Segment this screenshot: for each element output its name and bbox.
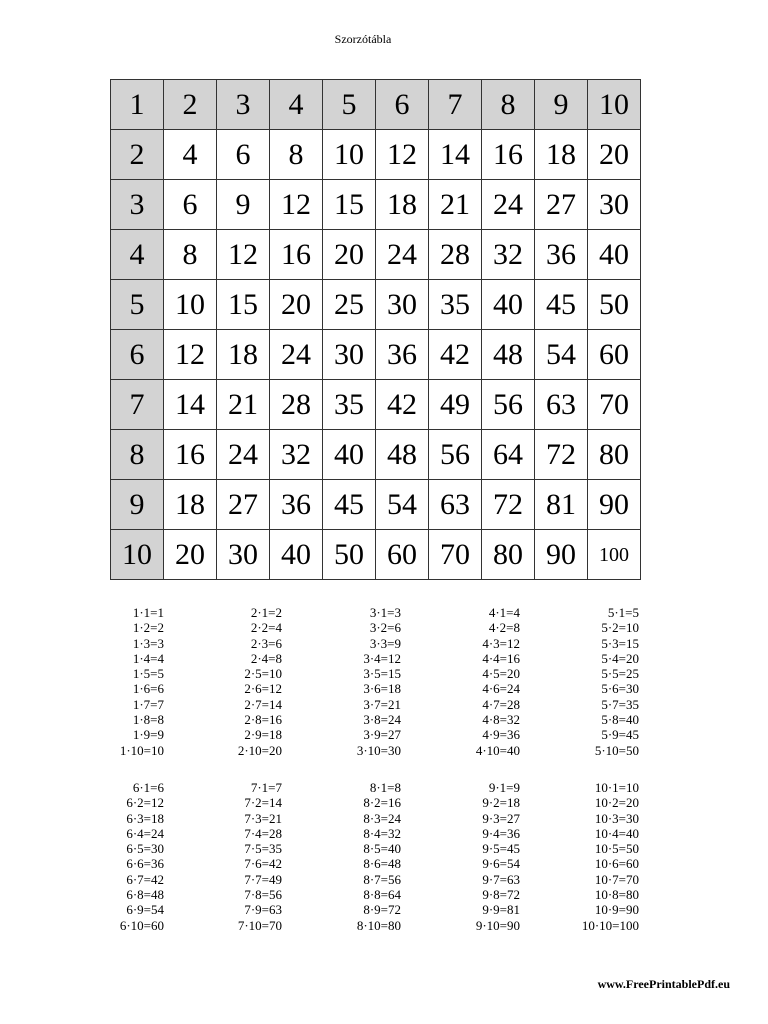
table-row bbox=[111, 430, 641, 480]
product-cell: 24 bbox=[376, 230, 429, 280]
fact-column bbox=[210, 605, 282, 758]
fact-line: 8·1=8 bbox=[369, 780, 401, 795]
header-cell: 9 bbox=[535, 80, 588, 130]
product-cell: 90 bbox=[535, 530, 588, 580]
fact-line: 6·10=60 bbox=[119, 917, 164, 933]
product-cell: 30 bbox=[376, 280, 429, 330]
header-cell: 4 bbox=[111, 230, 164, 280]
fact-line: 8·3=24 bbox=[363, 810, 401, 826]
fact-column bbox=[567, 605, 639, 758]
product-cell: 72 bbox=[482, 480, 535, 530]
fact-line: 7·3=21 bbox=[244, 810, 282, 826]
header-cell: 7 bbox=[111, 380, 164, 430]
product-cell: 70 bbox=[429, 530, 482, 580]
fact-column bbox=[448, 605, 520, 758]
header-cell: 10 bbox=[111, 530, 164, 580]
header-cell: 8 bbox=[111, 430, 164, 480]
fact-line: 5·2=10 bbox=[601, 620, 639, 636]
fact-line: 1·8=8 bbox=[132, 712, 164, 728]
product-cell: 28 bbox=[270, 380, 323, 430]
fact-line: 4·6=24 bbox=[482, 681, 520, 697]
product-cell: 70 bbox=[588, 380, 641, 430]
product-cell: 15 bbox=[323, 180, 376, 230]
fact-line: 8·5=40 bbox=[363, 841, 401, 857]
product-cell: 80 bbox=[482, 530, 535, 580]
fact-line: 6·6=36 bbox=[126, 856, 164, 872]
fact-line: 9·8=72 bbox=[482, 887, 520, 903]
product-cell: 12 bbox=[164, 330, 217, 380]
table-row bbox=[111, 530, 641, 580]
page-title: Szorzótábla bbox=[334, 32, 392, 46]
header-cell: 9 bbox=[111, 480, 164, 530]
product-cell: 12 bbox=[270, 180, 323, 230]
fact-line: 5·9=45 bbox=[601, 727, 639, 743]
fact-line: 6·2=12 bbox=[126, 795, 164, 811]
product-cell: 60 bbox=[376, 530, 429, 580]
product-cell: 21 bbox=[217, 380, 270, 430]
fact-line: 10·6=60 bbox=[594, 856, 639, 872]
fact-line: 5·8=40 bbox=[601, 712, 639, 728]
fact-line: 4·4=16 bbox=[482, 650, 520, 666]
product-cell: 42 bbox=[429, 330, 482, 380]
header-cell: 5 bbox=[111, 280, 164, 330]
multiplication-facts bbox=[0, 605, 768, 955]
fact-line: 7·9=63 bbox=[244, 902, 282, 918]
product-cell: 64 bbox=[482, 430, 535, 480]
product-cell: 40 bbox=[482, 280, 535, 330]
table-row bbox=[111, 130, 641, 180]
header-cell: 3 bbox=[111, 180, 164, 230]
fact-line: 2·5=10 bbox=[244, 666, 282, 682]
fact-line: 2·8=16 bbox=[244, 712, 282, 728]
table-row bbox=[111, 380, 641, 430]
fact-line: 10·3=30 bbox=[594, 810, 639, 826]
fact-column bbox=[92, 605, 164, 758]
multiplication-table bbox=[110, 79, 641, 580]
product-cell: 20 bbox=[323, 230, 376, 280]
product-cell: 35 bbox=[323, 380, 376, 430]
fact-line: 1·3=3 bbox=[132, 635, 164, 651]
product-cell: 50 bbox=[323, 530, 376, 580]
fact-line: 10·9=90 bbox=[594, 902, 639, 918]
product-cell: 4 bbox=[164, 130, 217, 180]
header-cell: 8 bbox=[482, 80, 535, 130]
fact-line: 3·3=9 bbox=[369, 635, 401, 651]
product-cell: 63 bbox=[429, 480, 482, 530]
table-row bbox=[111, 230, 641, 280]
product-cell: 56 bbox=[429, 430, 482, 480]
fact-line: 8·6=48 bbox=[363, 856, 401, 872]
fact-line: 6·3=18 bbox=[126, 810, 164, 826]
header-cell: 2 bbox=[111, 130, 164, 180]
fact-line: 3·6=18 bbox=[363, 681, 401, 697]
header-cell: 10 bbox=[588, 80, 641, 130]
fact-line: 1·5=5 bbox=[132, 666, 164, 682]
product-cell: 6 bbox=[164, 180, 217, 230]
product-cell: 18 bbox=[376, 180, 429, 230]
fact-line: 1·4=4 bbox=[132, 650, 164, 666]
product-cell: 32 bbox=[270, 430, 323, 480]
fact-line: 4·1=4 bbox=[488, 605, 520, 620]
fact-line: 9·7=63 bbox=[482, 871, 520, 887]
product-cell: 24 bbox=[270, 330, 323, 380]
product-cell: 9 bbox=[217, 180, 270, 230]
fact-line: 2·6=12 bbox=[244, 681, 282, 697]
fact-line: 6·9=54 bbox=[126, 902, 164, 918]
fact-line: 4·8=32 bbox=[482, 712, 520, 728]
fact-line: 7·5=35 bbox=[244, 841, 282, 857]
header-cell: 7 bbox=[429, 80, 482, 130]
fact-line: 5·10=50 bbox=[594, 742, 639, 758]
product-cell: 48 bbox=[482, 330, 535, 380]
product-cell: 54 bbox=[535, 330, 588, 380]
product-cell: 16 bbox=[482, 130, 535, 180]
fact-line: 9·3=27 bbox=[482, 810, 520, 826]
product-cell: 42 bbox=[376, 380, 429, 430]
fact-line: 3·1=3 bbox=[369, 605, 401, 620]
product-cell: 36 bbox=[376, 330, 429, 380]
product-cell: 16 bbox=[270, 230, 323, 280]
fact-column bbox=[329, 605, 401, 758]
fact-line: 6·1=6 bbox=[132, 780, 164, 795]
fact-line: 3·10=30 bbox=[356, 742, 401, 758]
fact-line: 6·4=24 bbox=[126, 825, 164, 841]
product-cell: 36 bbox=[270, 480, 323, 530]
fact-line: 1·6=6 bbox=[132, 681, 164, 697]
fact-line: 5·6=30 bbox=[601, 681, 639, 697]
product-cell: 40 bbox=[323, 430, 376, 480]
fact-line: 6·8=48 bbox=[126, 887, 164, 903]
fact-line: 2·10=20 bbox=[237, 742, 282, 758]
product-cell: 50 bbox=[588, 280, 641, 330]
fact-line: 1·10=10 bbox=[119, 742, 164, 758]
fact-line: 3·8=24 bbox=[363, 712, 401, 728]
fact-line: 7·6=42 bbox=[244, 856, 282, 872]
header-cell: 5 bbox=[323, 80, 376, 130]
header-cell: 2 bbox=[164, 80, 217, 130]
header-cell: 6 bbox=[111, 330, 164, 380]
product-cell: 45 bbox=[323, 480, 376, 530]
product-cell: 90 bbox=[588, 480, 641, 530]
product-cell: 18 bbox=[217, 330, 270, 380]
fact-line: 10·10=100 bbox=[581, 917, 639, 933]
fact-column bbox=[448, 780, 520, 933]
product-cell: 72 bbox=[535, 430, 588, 480]
product-cell: 8 bbox=[270, 130, 323, 180]
product-cell: 18 bbox=[535, 130, 588, 180]
product-cell: 63 bbox=[535, 380, 588, 430]
product-cell: 49 bbox=[429, 380, 482, 430]
fact-line: 7·1=7 bbox=[250, 780, 282, 795]
header-cell: 3 bbox=[217, 80, 270, 130]
fact-line: 4·5=20 bbox=[482, 666, 520, 682]
product-cell: 16 bbox=[164, 430, 217, 480]
product-cell: 25 bbox=[323, 280, 376, 330]
fact-line: 8·8=64 bbox=[363, 887, 401, 903]
fact-line: 10·1=10 bbox=[594, 780, 639, 795]
product-cell: 30 bbox=[217, 530, 270, 580]
fact-line: 8·10=80 bbox=[356, 917, 401, 933]
product-cell: 20 bbox=[164, 530, 217, 580]
fact-line: 7·7=49 bbox=[244, 871, 282, 887]
product-cell: 54 bbox=[376, 480, 429, 530]
product-cell: 12 bbox=[217, 230, 270, 280]
fact-line: 7·2=14 bbox=[244, 795, 282, 811]
table-row bbox=[111, 480, 641, 530]
fact-line: 9·6=54 bbox=[482, 856, 520, 872]
fact-line: 5·5=25 bbox=[601, 666, 639, 682]
product-cell: 56 bbox=[482, 380, 535, 430]
fact-line: 4·2=8 bbox=[488, 620, 520, 636]
product-cell: 45 bbox=[535, 280, 588, 330]
product-cell: 6 bbox=[217, 130, 270, 180]
fact-column bbox=[210, 780, 282, 933]
product-cell: 14 bbox=[164, 380, 217, 430]
product-cell: 14 bbox=[429, 130, 482, 180]
product-cell: 100 bbox=[588, 530, 641, 580]
fact-line: 1·9=9 bbox=[132, 727, 164, 743]
header-cell: 6 bbox=[376, 80, 429, 130]
fact-line: 5·7=35 bbox=[601, 696, 639, 712]
product-cell: 24 bbox=[217, 430, 270, 480]
fact-line: 5·4=20 bbox=[601, 650, 639, 666]
fact-line: 2·9=18 bbox=[244, 727, 282, 743]
table-row bbox=[111, 180, 641, 230]
fact-line: 3·2=6 bbox=[369, 620, 401, 636]
fact-line: 10·8=80 bbox=[594, 887, 639, 903]
fact-line: 3·9=27 bbox=[363, 727, 401, 743]
fact-line: 10·5=50 bbox=[594, 841, 639, 857]
fact-line: 6·7=42 bbox=[126, 871, 164, 887]
fact-line: 5·3=15 bbox=[601, 635, 639, 651]
fact-line: 2·4=8 bbox=[250, 650, 282, 666]
fact-line: 3·5=15 bbox=[363, 666, 401, 682]
fact-line: 3·7=21 bbox=[363, 696, 401, 712]
footer-url: www.FreePrintablePdf.eu bbox=[597, 977, 730, 991]
fact-line: 6·5=30 bbox=[126, 841, 164, 857]
fact-line: 9·10=90 bbox=[475, 917, 520, 933]
fact-line: 4·10=40 bbox=[475, 742, 520, 758]
product-cell: 60 bbox=[588, 330, 641, 380]
product-cell: 81 bbox=[535, 480, 588, 530]
fact-line: 4·3=12 bbox=[482, 635, 520, 651]
product-cell: 8 bbox=[164, 230, 217, 280]
product-cell: 21 bbox=[429, 180, 482, 230]
product-cell: 80 bbox=[588, 430, 641, 480]
product-cell: 20 bbox=[588, 130, 641, 180]
fact-line: 10·2=20 bbox=[594, 795, 639, 811]
product-cell: 40 bbox=[588, 230, 641, 280]
product-cell: 27 bbox=[535, 180, 588, 230]
product-cell: 35 bbox=[429, 280, 482, 330]
fact-line: 2·3=6 bbox=[250, 635, 282, 651]
fact-line: 2·2=4 bbox=[250, 620, 282, 636]
fact-line: 2·1=2 bbox=[250, 605, 282, 620]
product-cell: 30 bbox=[588, 180, 641, 230]
fact-line: 1·7=7 bbox=[132, 696, 164, 712]
fact-line: 9·4=36 bbox=[482, 825, 520, 841]
table-row bbox=[111, 280, 641, 330]
fact-line: 7·10=70 bbox=[237, 917, 282, 933]
fact-line: 1·1=1 bbox=[132, 605, 164, 620]
fact-line: 5·1=5 bbox=[607, 605, 639, 620]
fact-line: 10·7=70 bbox=[594, 871, 639, 887]
product-cell: 36 bbox=[535, 230, 588, 280]
header-cell: 4 bbox=[270, 80, 323, 130]
product-cell: 10 bbox=[164, 280, 217, 330]
product-cell: 10 bbox=[323, 130, 376, 180]
product-cell: 20 bbox=[270, 280, 323, 330]
product-cell: 30 bbox=[323, 330, 376, 380]
table-row bbox=[111, 330, 641, 380]
fact-line: 9·2=18 bbox=[482, 795, 520, 811]
header-cell: 1 bbox=[111, 80, 164, 130]
table-row bbox=[111, 80, 641, 130]
fact-line: 9·5=45 bbox=[482, 841, 520, 857]
product-cell: 24 bbox=[482, 180, 535, 230]
fact-line: 8·4=32 bbox=[363, 825, 401, 841]
fact-line: 4·7=28 bbox=[482, 696, 520, 712]
fact-line: 7·4=28 bbox=[244, 825, 282, 841]
fact-line: 10·4=40 bbox=[594, 825, 639, 841]
product-cell: 27 bbox=[217, 480, 270, 530]
fact-line: 9·1=9 bbox=[488, 780, 520, 795]
fact-column bbox=[567, 780, 639, 933]
product-cell: 32 bbox=[482, 230, 535, 280]
fact-line: 8·2=16 bbox=[363, 795, 401, 811]
product-cell: 18 bbox=[164, 480, 217, 530]
fact-column bbox=[329, 780, 401, 933]
fact-line: 7·8=56 bbox=[244, 887, 282, 903]
fact-line: 2·7=14 bbox=[244, 696, 282, 712]
fact-line: 8·7=56 bbox=[363, 871, 401, 887]
product-cell: 40 bbox=[270, 530, 323, 580]
product-cell: 12 bbox=[376, 130, 429, 180]
fact-line: 8·9=72 bbox=[363, 902, 401, 918]
fact-line: 9·9=81 bbox=[482, 902, 520, 918]
fact-column bbox=[92, 780, 164, 933]
fact-line: 1·2=2 bbox=[132, 620, 164, 636]
product-cell: 28 bbox=[429, 230, 482, 280]
product-cell: 15 bbox=[217, 280, 270, 330]
fact-line: 4·9=36 bbox=[482, 727, 520, 743]
product-cell: 48 bbox=[376, 430, 429, 480]
fact-line: 3·4=12 bbox=[363, 650, 401, 666]
